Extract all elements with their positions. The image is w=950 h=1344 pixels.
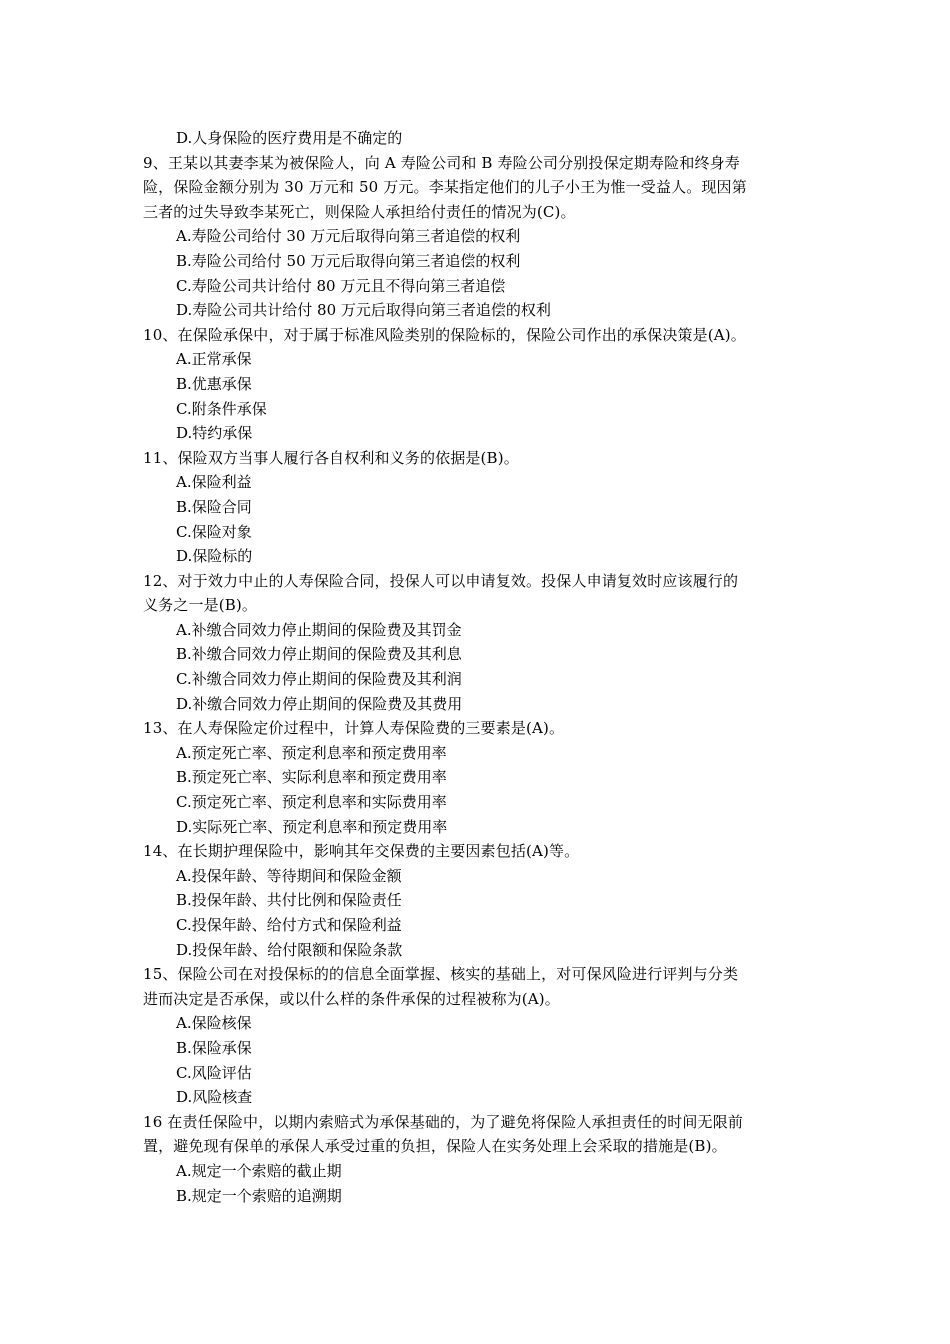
question-text: 义务之一是(B)。	[143, 596, 258, 615]
question-text: 14、在长期护理保险中，影响其年交保费的主要因素包括(A)等。	[143, 842, 580, 861]
answer-option: C.风险评估	[176, 1063, 252, 1082]
answer-option: A.规定一个索赔的截止期	[176, 1161, 342, 1180]
answer-option: A.补缴合同效力停止期间的保险费及其罚金	[176, 620, 462, 639]
answer-option: A.预定死亡率、预定利息率和预定费用率	[176, 743, 447, 762]
answer-option: A.投保年龄、等待期间和保险金额	[176, 866, 402, 885]
answer-option: D.保险标的	[176, 547, 253, 566]
answer-option: B.保险合同	[176, 497, 252, 516]
question-text: 12、对于效力中止的人寿保险合同，投保人可以申请复效。投保人申请复效时应该履行的	[143, 571, 739, 590]
question-text: 9、王某以其妻李某为被保险人，向 A 寿险公司和 B 寿险公司分别投保定期寿险和终身寿	[143, 153, 740, 172]
answer-option: C.补缴合同效力停止期间的保险费及其利润	[176, 670, 462, 689]
question-text: 进而决定是否承保，或以什么样的条件承保的过程被称为(A)。	[143, 989, 560, 1008]
answer-option: D.人身保险的医疗费用是不确定的	[176, 129, 403, 147]
answer-option: D.风险核查	[176, 1088, 253, 1107]
answer-option: C.寿险公司共计给付 80 万元且不得向第三者追偿	[176, 276, 506, 295]
answer-option: B.投保年龄、共付比例和保险责任	[176, 891, 402, 910]
question-text: 13、在人寿保险定价过程中，计算人寿保险费的三要素是(A)。	[143, 719, 565, 738]
answer-option: C.预定死亡率、预定利息率和实际费用率	[176, 793, 447, 812]
answer-option: D.实际死亡率、预定利息率和预定费用率	[176, 817, 448, 836]
answer-option: D.投保年龄、给付限额和保险条款	[176, 940, 403, 959]
answer-option: D.寿险公司共计给付 80 万元后取得向第三者追偿的权利	[176, 301, 551, 320]
answer-option: A.保险核保	[176, 1014, 252, 1033]
question-text: 险，保险金额分别为 30 万元和 50 万元。李某指定他们的儿子小王为惟一受益人。现因第	[143, 178, 747, 197]
answer-option: C.投保年龄、给付方式和保险利益	[176, 916, 402, 934]
answer-option: B.优惠承保	[176, 374, 252, 393]
answer-option: C.保险对象	[176, 522, 252, 541]
question-text: 置，避免现有保单的承保人承受过重的负担，保险人在实务处理上会采取的措施是(B)。	[143, 1137, 727, 1156]
answer-option: D.特约承保	[176, 424, 253, 443]
answer-option: C.附条件承保	[176, 399, 267, 418]
answer-option: A.正常承保	[176, 350, 252, 369]
question-text: 15、保险公司在对投保标的的信息全面掌握、核实的基础上，对可保风险进行评判与分类	[143, 965, 739, 984]
question-text: 11、保险双方当事人履行各自权利和义务的依据是(B)。	[143, 448, 519, 467]
answer-option: B.寿险公司给付 50 万元后取得向第三者追偿的权利	[176, 251, 521, 270]
answer-option: B.规定一个索赔的追溯期	[176, 1186, 342, 1205]
answer-option: D.补缴合同效力停止期间的保险费及其费用	[176, 694, 463, 713]
answer-option: A.保险利益	[176, 473, 252, 492]
question-text: 10、在保险承保中，对于属于标准风险类别的保险标的，保险公司作出的承保决策是(A)。	[143, 325, 746, 344]
question-text: 三者的过失导致李某死亡，则保险人承担给付责任的情况为(C)。	[143, 202, 576, 221]
answer-option: B.补缴合同效力停止期间的保险费及其利息	[176, 645, 462, 664]
answer-option: B.预定死亡率、实际利息率和预定费用率	[176, 768, 447, 787]
question-text: 16 在责任保险中，以期内索赔式为承保基础的，为了避免将保险人承担责任的时间无限前	[143, 1112, 744, 1131]
answer-option: B.保险承保	[176, 1038, 252, 1057]
answer-option: A.寿险公司给付 30 万元后取得向第三者追偿的权利	[176, 227, 521, 246]
